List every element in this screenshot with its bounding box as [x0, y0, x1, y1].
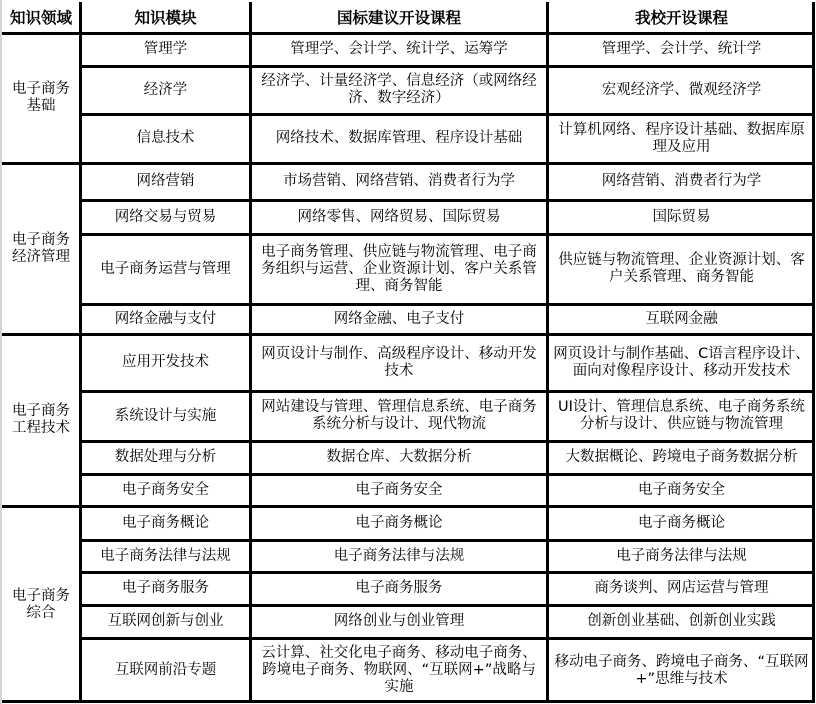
row-divider [79, 199, 815, 202]
column-divider [812, 2, 815, 702]
row-divider [79, 113, 815, 116]
domain-line: 经济管理 [12, 248, 70, 265]
school-course-cell: 创新创业基础、创新创业实践 [587, 613, 776, 629]
module-cell: 电子商务概论 [122, 514, 209, 531]
row-divider [2, 162, 815, 165]
national-course-cell: 网站建设与管理、管理信息系统、电子商务系统分析与设计、现代物流 [261, 399, 537, 432]
row-divider [79, 303, 815, 306]
school-course-cell: 管理学、会计学、统计学 [601, 41, 762, 57]
header-school-courses: 我校开设课程 [634, 8, 728, 27]
module-cell: 系统设计与实施 [114, 407, 217, 424]
header-knowledge-domain: 知识领域 [9, 8, 72, 27]
national-course-cell: 数据仓库、大数据分析 [326, 449, 472, 465]
national-course-cell: 网络创业与创业管理 [333, 613, 465, 629]
column-divider [546, 2, 549, 702]
row-divider [79, 440, 815, 443]
national-course-cell: 网络零售、网络贸易、国际贸易 [297, 208, 501, 225]
module-cell: 网络金融与支付 [114, 310, 217, 327]
school-course-cell: 移动电子商务、跨境电子商务、“互联网+”思维与技术 [554, 653, 809, 687]
domain-line: 工程技术 [12, 420, 70, 436]
header-national-courses: 国标建议开设课程 [336, 8, 461, 27]
domain-line: 电子商务 [12, 403, 70, 419]
domain-cell [2, 507, 80, 702]
school-course-cell: 网络营销、消费者行为学 [601, 173, 762, 189]
row-divider [2, 505, 815, 508]
module-cell: 电子商务安全 [122, 481, 209, 498]
row-divider [79, 473, 815, 476]
national-course-cell: 电子商务法律与法规 [333, 547, 465, 564]
module-cell: 网络营销 [136, 173, 195, 189]
domain-cell [2, 34, 80, 162]
national-course-cell: 网络技术、数据库管理、程序设计基础 [275, 130, 523, 146]
national-course-cell: 管理学、会计学、统计学、运筹学 [290, 41, 508, 57]
row-divider [79, 571, 815, 574]
header-knowledge-module: 知识模块 [134, 8, 197, 27]
domain-line: 电子商务 [12, 587, 70, 604]
module-cell: 网络交易与贸易 [114, 208, 217, 225]
column-divider [79, 2, 82, 702]
row-divider [2, 32, 815, 35]
row-divider [2, 333, 815, 336]
school-course-cell: 宏观经济学、微观经济学 [601, 81, 762, 98]
school-course-cell: 商务谈判、网店运营与管理 [594, 580, 769, 596]
row-divider [79, 604, 815, 607]
domain-line: 电子商务 [12, 231, 70, 248]
domain-line: 基础 [26, 98, 56, 114]
module-cell: 数据处理与分析 [114, 449, 217, 465]
school-course-cell: 电子商务概论 [638, 514, 725, 531]
module-cell: 信息技术 [136, 130, 195, 146]
row-divider [79, 637, 815, 640]
domain-line: 电子商务 [12, 81, 70, 97]
domain-cell [2, 335, 80, 505]
national-course-cell: 电子商务安全 [355, 481, 443, 498]
national-course-cell: 云计算、社交化电子商务、移动电子商务、跨境电子商务、物联网、“互联网+”战略与实施 [261, 645, 537, 695]
module-cell: 经济学 [143, 81, 188, 98]
school-course-cell: 电子商务安全 [638, 481, 725, 498]
column-divider [249, 2, 252, 702]
row-divider [79, 233, 815, 236]
national-course-cell: 市场营销、网络营销、消费者行为学 [283, 173, 515, 189]
school-course-cell: 互联网金融 [645, 310, 718, 327]
national-course-cell: 网络金融、电子支付 [333, 310, 465, 327]
row-divider [79, 390, 815, 393]
school-course-cell: 电子商务法律与法规 [616, 547, 747, 564]
module-cell: 电子商务运营与管理 [100, 260, 231, 277]
national-course-cell: 电子商务服务 [355, 580, 443, 596]
school-course-cell: 供应链与物流管理、企业资源计划、客户关系管理、商务智能 [558, 252, 805, 285]
module-cell: 互联网创新与创业 [107, 613, 224, 629]
row-divider [79, 539, 815, 542]
module-cell: 管理学 [143, 41, 188, 57]
domain-cell [2, 164, 80, 333]
module-cell: 互联网前沿专题 [114, 662, 217, 678]
school-course-cell: 网页设计与制作基础、C语言程序设计、面向对像程序设计、移动开发技术 [553, 345, 810, 379]
national-course-cell: 电子商务管理、供应链与物流管理、电子商务组织与运营、企业资源计划、客户关系管理、商务智能 [261, 243, 537, 294]
curriculum-comparison-table [2, 2, 814, 702]
domain-line: 综合 [26, 604, 56, 621]
row-divider [2, 700, 815, 703]
school-course-cell: 国际贸易 [652, 208, 711, 225]
module-cell: 电子商务法律与法规 [100, 547, 231, 564]
module-cell: 应用开发技术 [122, 354, 209, 370]
school-course-cell: UI设计、管理信息系统、电子商务系统分析与设计、供应链与物流管理 [558, 399, 805, 432]
module-cell: 电子商务服务 [122, 580, 209, 596]
national-course-cell: 电子商务概论 [355, 514, 443, 531]
school-course-cell: 大数据概论、跨境电子商务数据分析 [565, 449, 798, 465]
national-course-cell: 网页设计与制作、高级程序设计、移动开发技术 [261, 345, 537, 379]
school-course-cell: 计算机网络、程序设计基础、数据库原理及应用 [558, 121, 805, 155]
national-course-cell: 经济学、计量经济学、信息经济（或网络经济、数字经济） [261, 73, 537, 106]
row-divider [79, 65, 815, 68]
